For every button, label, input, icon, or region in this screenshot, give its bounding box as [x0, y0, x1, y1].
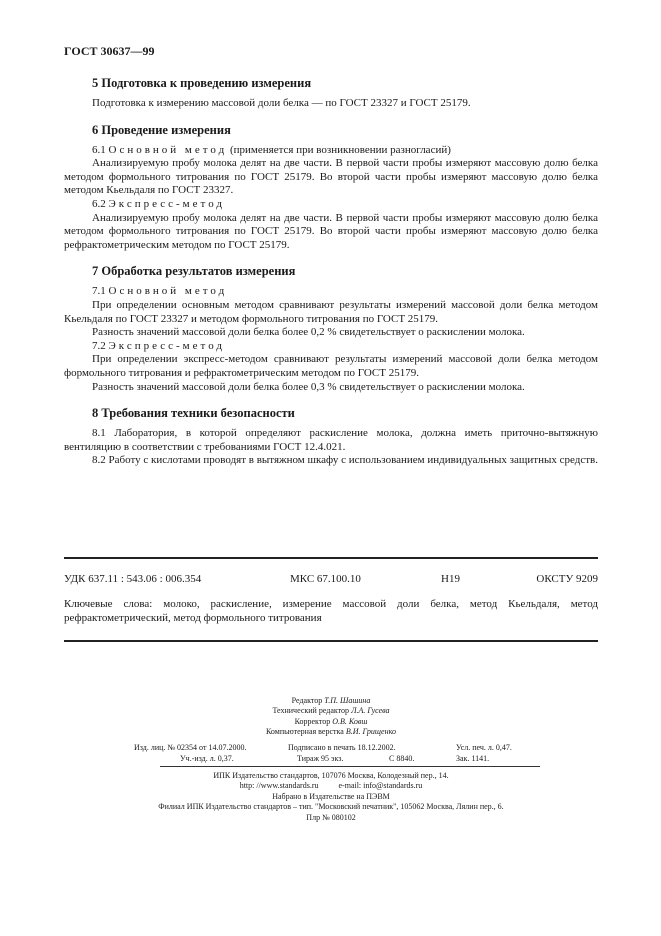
- section-heading: 7 Обработка результатов измерения: [92, 264, 296, 279]
- paragraph: Анализируемую пробу молока делят на две части. В первой части пробы измеряют массовую долю белка методом формольного титрования по ГОСТ 25179. Во второй части пробы измеряют массовую долю белка рефрактометрическим методом по ГОСТ 25179.: [64, 211, 598, 251]
- subsection-title: 7.1 Основной метод: [92, 285, 228, 298]
- paragraph: Разность значений массовой доли белка более 0,2 % свидетельствует о раскислении молока.: [92, 326, 525, 339]
- udk-code: УДК 637.11 : 543.06 : 006.354: [64, 573, 202, 585]
- bottom-divider: [64, 640, 598, 642]
- paragraph: 8.1 Лаборатория, в которой определяют раскисление молока, должна иметь приточно-вытяжную вентиляцию в соответствии с требованиями ГОСТ 12.4.021.: [64, 427, 598, 453]
- okstu-code: ОКСТУ 9209: [536, 573, 598, 585]
- top-divider: [64, 557, 598, 559]
- document-body: [64, 76, 598, 480]
- section-7: [64, 264, 598, 394]
- paragraph: Подготовка к измерению массовой доли белка — по ГОСТ 23327 и ГОСТ 25179.: [92, 97, 471, 109]
- keywords: Ключевые слова: молоко, раскисление, измерение массовой доли белка, метод Кьельдаля, метод рефрактометрический, метод формольного титрования: [64, 598, 598, 624]
- section-8: [64, 406, 598, 468]
- section-5: [64, 76, 598, 111]
- credit-line: Корректор О.В. Ковш: [294, 716, 368, 726]
- credit-line: Технический редактор Л.А. Гусева: [272, 706, 390, 716]
- paragraph: Анализируемую пробу молока делят на две части. В первой части пробы измеряют массовую долю белка методом формольного титрования по ГОСТ 25179. Во второй части пробы измеряют массовую долю белка методом Кьельдаля по ГОСТ 23327.: [64, 157, 598, 197]
- subsection-title: 7.2 Экспресс-метод: [92, 339, 225, 352]
- paragraph: 8.2 Работу с кислотами проводят в вытяжном шкафу с использованием индивидуальных защитных средств.: [92, 454, 598, 467]
- credit-line: Компьютерная верстка В.И. Грищенко: [265, 727, 397, 737]
- section-6: [64, 123, 598, 253]
- section-heading: 6 Проведение измерения: [92, 122, 231, 137]
- section-heading: 8 Требования техники безопасности: [92, 406, 295, 421]
- paragraph: При определении экспресс-методом сравнивают результаты измерений массовой доли белка методом формольного титрования и рефрактометрическим методом по ГОСТ 25179.: [64, 353, 598, 379]
- imprint-divider: [160, 766, 540, 767]
- paragraph: При определении основным методом сравнивают результаты измерений массовой доли белка методом Кьельдаля по ГОСТ 23327 и методом формольного титрования по ГОСТ 25179.: [64, 298, 598, 325]
- mks-code: МКС 67.100.10: [290, 573, 361, 585]
- page-header: ГОСТ 30637—99: [64, 44, 155, 58]
- subsection-title: 6.2 Экспресс-метод: [92, 197, 225, 210]
- printer-info: ИПК Издательство стандартов, 107076 Москва, Колодезный пер., 14. http: //www.standards.ru e-mail: info@standards.ru Набрано в Издательстве на ПЭВМ Филиал ИПК Издательство стандартов – тип. "Московский печатник", 105062 Москва, Лялин пер., 6. Плр № 080102: [158, 771, 504, 822]
- section-heading: 5 Подготовка к проведению измерения: [92, 76, 312, 90]
- credits-block: [64, 696, 598, 738]
- credit-line: Редактор Т.П. Шашина: [291, 696, 371, 705]
- paragraph: Разность значений массовой доли белка более 0,3 % свидетельствует о раскислении молока.: [92, 380, 525, 393]
- group-code: Н19: [441, 573, 460, 585]
- subsection-title: 6.1 Основной метод (применяется при возникновении разногласий): [92, 143, 451, 156]
- publication-info: Изд. лиц. № 02354 от 14.07.2000. Подписано в печать 18.12.2002. Усл. печ. л. 0,47. Уч.-изд. л. 0,37. Тираж 95 экз. С 8840. Зак. 1141.: [134, 743, 512, 763]
